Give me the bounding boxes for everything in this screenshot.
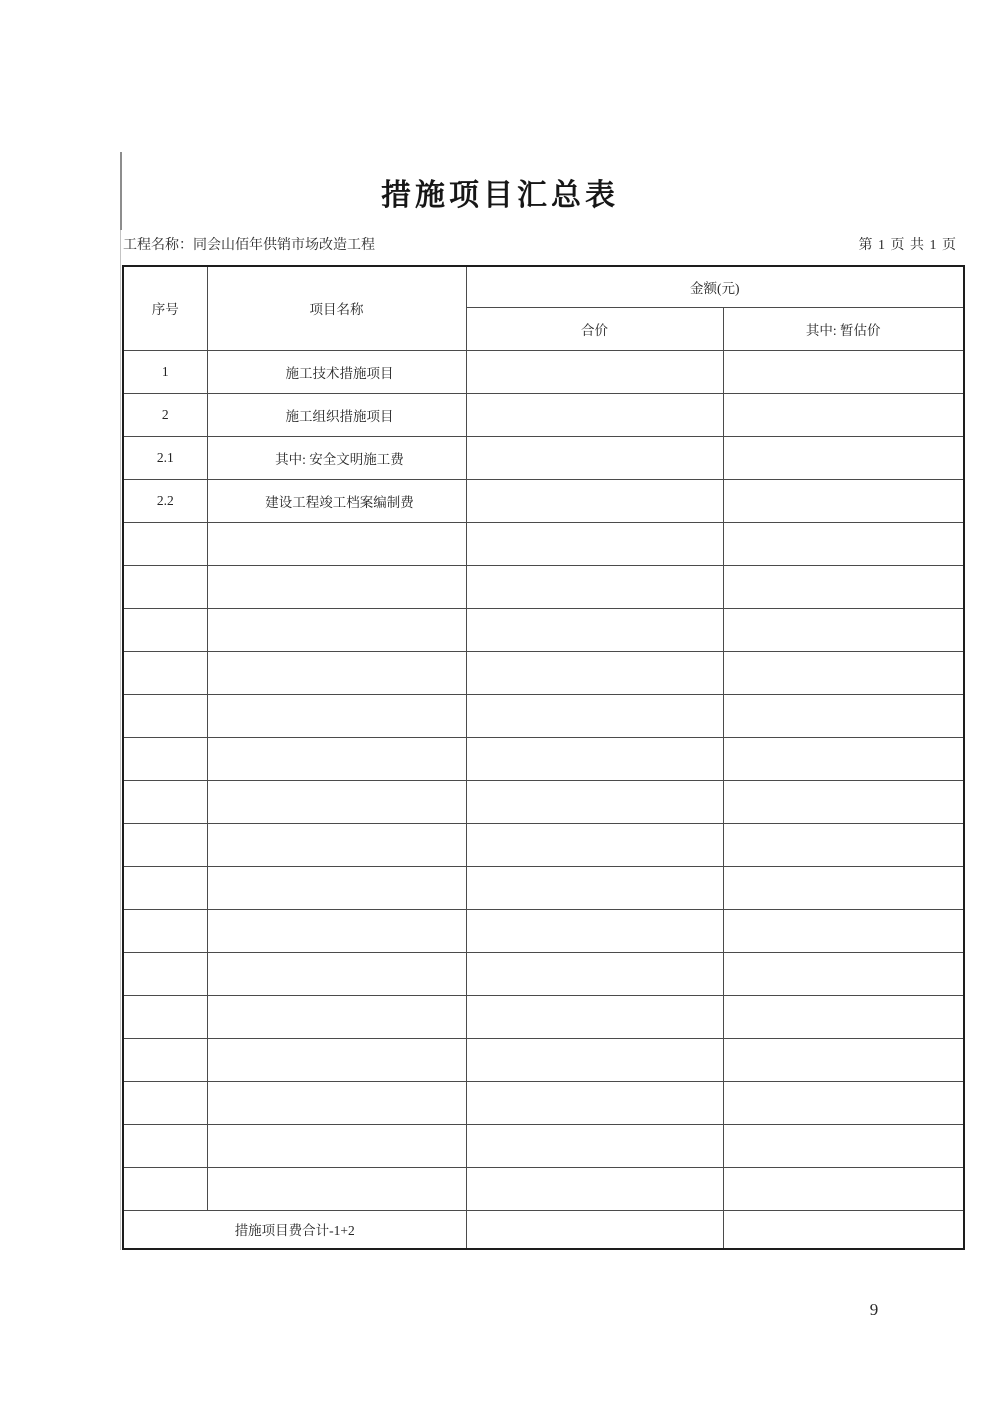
- table-row: [123, 737, 964, 780]
- header-total-price: 合价: [466, 307, 723, 350]
- table-row: [123, 522, 964, 565]
- table-row: [123, 995, 964, 1038]
- cell-item-name: [207, 565, 466, 608]
- cell-item-name: [207, 608, 466, 651]
- cell-item-name: [207, 995, 466, 1038]
- cell-item-name: 其中: 安全文明施工费: [207, 436, 466, 479]
- table-row: [123, 694, 964, 737]
- cell-serial: 2: [123, 393, 207, 436]
- table-row: [123, 866, 964, 909]
- header-amount-group: 金额(元): [466, 266, 964, 307]
- cell-total-price: [466, 479, 723, 522]
- table-row: [123, 479, 964, 522]
- cell-total-price: [466, 909, 723, 952]
- cell-total-price: [466, 1038, 723, 1081]
- cell-item-name: [207, 1124, 466, 1167]
- cell-total-price: [466, 651, 723, 694]
- cell-provisional: [723, 909, 964, 952]
- footer-total-value: [466, 1210, 723, 1249]
- cell-provisional: [723, 436, 964, 479]
- cell-total-price: [466, 1167, 723, 1210]
- cell-item-name: [207, 651, 466, 694]
- cell-provisional: [723, 1081, 964, 1124]
- page-indicator: 第 1 页 共 1 页: [858, 238, 957, 253]
- cell-provisional: [723, 995, 964, 1038]
- cell-item-name: [207, 1038, 466, 1081]
- cell-serial: 2.1: [123, 436, 207, 479]
- table-row: [123, 1081, 964, 1124]
- table-row: [123, 780, 964, 823]
- page-number: 9: [869, 1300, 879, 1319]
- scan-artifact-line: [120, 152, 121, 1250]
- cell-item-name: 建设工程竣工档案编制费: [207, 479, 466, 522]
- cell-serial: [123, 1124, 207, 1167]
- cell-provisional: [723, 608, 964, 651]
- cell-provisional: [723, 823, 964, 866]
- cell-serial: [123, 995, 207, 1038]
- header-provisional: 其中: 暂估价: [723, 307, 964, 350]
- cell-serial: [123, 1167, 207, 1210]
- project-name: 工程名称：同会山佰年供销市场改造工程: [123, 238, 375, 253]
- cell-provisional: [723, 952, 964, 995]
- cell-serial: [123, 823, 207, 866]
- cell-item-name: [207, 1081, 466, 1124]
- cell-serial: 1: [123, 350, 207, 393]
- cell-total-price: [466, 780, 723, 823]
- cell-provisional: [723, 866, 964, 909]
- cell-provisional: [723, 565, 964, 608]
- cell-serial: [123, 651, 207, 694]
- table-row: [123, 651, 964, 694]
- header-item-name: 项目名称: [207, 266, 466, 350]
- table-row: [123, 823, 964, 866]
- cell-serial: [123, 522, 207, 565]
- cell-provisional: [723, 479, 964, 522]
- table-row: [123, 909, 964, 952]
- cell-provisional: [723, 393, 964, 436]
- cell-serial: 2.2: [123, 479, 207, 522]
- cell-provisional: [723, 694, 964, 737]
- cell-total-price: [466, 694, 723, 737]
- cell-item-name: [207, 866, 466, 909]
- cell-provisional: [723, 1124, 964, 1167]
- cell-serial: [123, 780, 207, 823]
- cell-provisional: [723, 1167, 964, 1210]
- cell-serial: [123, 565, 207, 608]
- cell-provisional: [723, 1038, 964, 1081]
- cell-total-price: [466, 952, 723, 995]
- cell-item-name: [207, 952, 466, 995]
- cell-serial: [123, 737, 207, 780]
- cell-total-price: [466, 995, 723, 1038]
- table-row: [123, 565, 964, 608]
- table-row: [123, 1038, 964, 1081]
- cell-total-price: [466, 522, 723, 565]
- cell-total-price: [466, 350, 723, 393]
- cell-item-name: [207, 780, 466, 823]
- cell-total-price: [466, 1124, 723, 1167]
- cell-provisional: [723, 651, 964, 694]
- cell-item-name: [207, 1167, 466, 1210]
- cell-total-price: [466, 866, 723, 909]
- measures-summary-table: [122, 265, 965, 1250]
- footer-total-label: 措施项目费合计-1+2: [123, 1210, 466, 1249]
- table-row: [123, 952, 964, 995]
- cell-total-price: [466, 565, 723, 608]
- footer-provisional-value: [723, 1210, 964, 1249]
- table-footer-row: [123, 1210, 964, 1249]
- cell-item-name: [207, 823, 466, 866]
- cell-item-name: 施工技术措施项目: [207, 350, 466, 393]
- cell-serial: [123, 1081, 207, 1124]
- cell-serial: [123, 866, 207, 909]
- cell-total-price: [466, 1081, 723, 1124]
- cell-item-name: 施工组织措施项目: [207, 393, 466, 436]
- cell-serial: [123, 608, 207, 651]
- table-row: [123, 393, 964, 436]
- cell-serial: [123, 909, 207, 952]
- document-title: 措施项目汇总表: [381, 179, 619, 212]
- header-serial: 序号: [123, 266, 207, 350]
- cell-provisional: [723, 522, 964, 565]
- cell-provisional: [723, 737, 964, 780]
- cell-total-price: [466, 608, 723, 651]
- cell-serial: [123, 952, 207, 995]
- cell-serial: [123, 1038, 207, 1081]
- meta-row: [123, 234, 963, 254]
- cell-item-name: [207, 694, 466, 737]
- cell-total-price: [466, 823, 723, 866]
- table-row: [123, 350, 964, 393]
- table-row: [123, 436, 964, 479]
- table-row: [123, 1124, 964, 1167]
- cell-item-name: [207, 909, 466, 952]
- cell-total-price: [466, 737, 723, 780]
- table-row: [123, 608, 964, 651]
- cell-item-name: [207, 737, 466, 780]
- table-row: [123, 1167, 964, 1210]
- cell-provisional: [723, 780, 964, 823]
- cell-provisional: [723, 350, 964, 393]
- cell-total-price: [466, 393, 723, 436]
- cell-total-price: [466, 436, 723, 479]
- cell-serial: [123, 694, 207, 737]
- cell-item-name: [207, 522, 466, 565]
